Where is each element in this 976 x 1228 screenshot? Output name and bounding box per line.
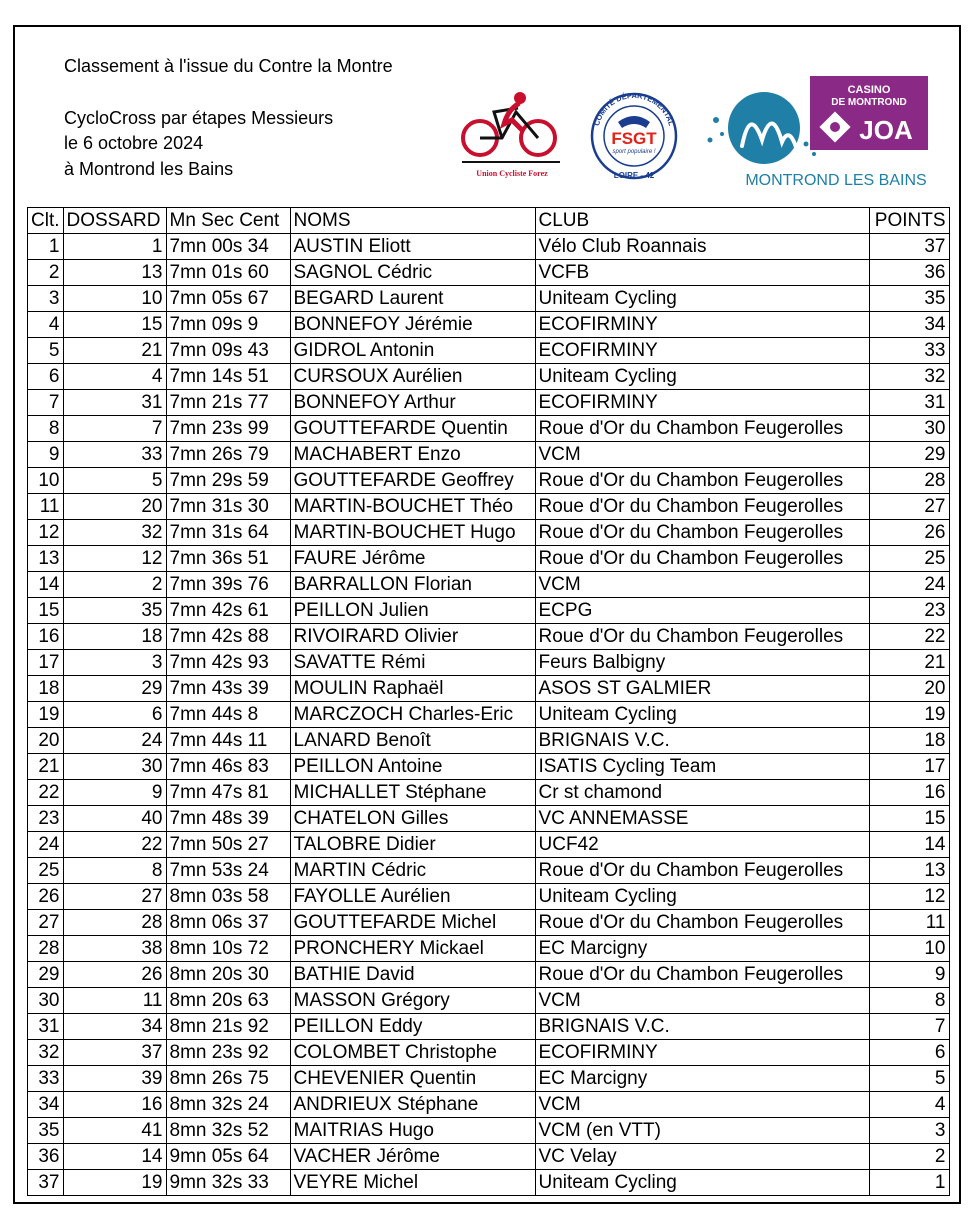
cell-points: 14 (869, 832, 949, 858)
cell-clt: 18 (28, 676, 64, 702)
cell-points: 3 (869, 1118, 949, 1144)
cell-dossard: 18 (63, 624, 166, 650)
cell-dossard: 41 (63, 1118, 166, 1144)
cell-time: 7mn 46s 83 (166, 754, 290, 780)
cell-time: 8mn 21s 92 (166, 1014, 290, 1040)
cell-dossard: 5 (63, 468, 166, 494)
cell-club: Roue d'Or du Chambon Feugerolles (535, 468, 869, 494)
casino-joa-logo (810, 76, 928, 150)
cell-clt: 15 (28, 598, 64, 624)
table-row (28, 1170, 950, 1196)
cell-clt: 33 (28, 1066, 64, 1092)
cell-points: 36 (869, 260, 949, 286)
cell-points: 26 (869, 520, 949, 546)
cell-clt: 10 (28, 468, 64, 494)
cell-dossard: 24 (63, 728, 166, 754)
cell-clt: 22 (28, 780, 64, 806)
cell-dossard: 8 (63, 858, 166, 884)
cell-name: TALOBRE Didier (290, 832, 535, 858)
cell-clt: 12 (28, 520, 64, 546)
cell-clt: 19 (28, 702, 64, 728)
col-header-noms: NOMS (290, 208, 535, 234)
cell-club: Vélo Club Roannais (535, 234, 869, 260)
cell-time: 8mn 20s 63 (166, 988, 290, 1014)
cell-name: AUSTIN Eliott (290, 234, 535, 260)
cell-club: VCM (535, 988, 869, 1014)
cell-time: 8mn 23s 92 (166, 1040, 290, 1066)
cell-points: 12 (869, 884, 949, 910)
cell-points: 23 (869, 598, 949, 624)
results-table (27, 207, 950, 1196)
cell-club: Uniteam Cycling (535, 702, 869, 728)
cell-name: MASSON Grégory (290, 988, 535, 1014)
cell-club: EC Marcigny (535, 1066, 869, 1092)
cell-clt: 24 (28, 832, 64, 858)
cell-clt: 5 (28, 338, 64, 364)
cell-points: 11 (869, 910, 949, 936)
table-row (28, 832, 950, 858)
cell-time: 7mn 36s 51 (166, 546, 290, 572)
table-row (28, 754, 950, 780)
cell-time: 8mn 10s 72 (166, 936, 290, 962)
cell-name: LANARD Benoît (290, 728, 535, 754)
cell-clt: 21 (28, 754, 64, 780)
cell-dossard: 4 (63, 364, 166, 390)
cell-dossard: 38 (63, 936, 166, 962)
table-row (28, 1118, 950, 1144)
event-date: le 6 octobre 2024 (64, 133, 204, 153)
cell-name: RIVOIRARD Olivier (290, 624, 535, 650)
cell-points: 15 (869, 806, 949, 832)
cell-name: SAVATTE Rémi (290, 650, 535, 676)
cell-points: 35 (869, 286, 949, 312)
table-row (28, 728, 950, 754)
cell-club: BRIGNAIS V.C. (535, 728, 869, 754)
table-row (28, 572, 950, 598)
cell-name: BEGARD Laurent (290, 286, 535, 312)
casino-line2: DE MONTROND (831, 97, 907, 108)
cell-clt: 20 (28, 728, 64, 754)
table-row (28, 598, 950, 624)
cell-dossard: 21 (63, 338, 166, 364)
cell-club: Uniteam Cycling (535, 286, 869, 312)
cell-name: COLOMBET Christophe (290, 1040, 535, 1066)
cell-club: Uniteam Cycling (535, 884, 869, 910)
cell-name: CURSOUX Aurélien (290, 364, 535, 390)
cell-club: VCM (535, 442, 869, 468)
cell-dossard: 40 (63, 806, 166, 832)
cell-club: Uniteam Cycling (535, 364, 869, 390)
cell-time: 7mn 29s 59 (166, 468, 290, 494)
table-row (28, 1092, 950, 1118)
cell-clt: 8 (28, 416, 64, 442)
cell-dossard: 14 (63, 1144, 166, 1170)
cell-clt: 9 (28, 442, 64, 468)
cell-club: Uniteam Cycling (535, 1170, 869, 1196)
cell-points: 31 (869, 390, 949, 416)
cell-club: ECPG (535, 598, 869, 624)
cell-time: 8mn 06s 37 (166, 910, 290, 936)
cell-name: PEILLON Eddy (290, 1014, 535, 1040)
cell-club: BRIGNAIS V.C. (535, 1014, 869, 1040)
cell-time: 7mn 23s 99 (166, 416, 290, 442)
table-row (28, 364, 950, 390)
cell-dossard: 33 (63, 442, 166, 468)
cell-points: 30 (869, 416, 949, 442)
cell-club: ECOFIRMINY (535, 390, 869, 416)
cell-club: Roue d'Or du Chambon Feugerolles (535, 858, 869, 884)
cell-clt: 16 (28, 624, 64, 650)
cell-club: Roue d'Or du Chambon Feugerolles (535, 624, 869, 650)
cell-points: 18 (869, 728, 949, 754)
col-header-clt: Clt. (28, 208, 64, 234)
table-row (28, 442, 950, 468)
cell-clt: 30 (28, 988, 64, 1014)
table-row (28, 910, 950, 936)
cell-name: MAITRIAS Hugo (290, 1118, 535, 1144)
cell-club: ISATIS Cycling Team (535, 754, 869, 780)
cell-name: MACHABERT Enzo (290, 442, 535, 468)
table-row (28, 858, 950, 884)
table-row (28, 650, 950, 676)
table-row (28, 520, 950, 546)
cell-clt: 17 (28, 650, 64, 676)
results-title: Classement à l'issue du Contre la Montre (64, 56, 393, 76)
cell-time: 7mn 42s 61 (166, 598, 290, 624)
table-row (28, 936, 950, 962)
cell-dossard: 20 (63, 494, 166, 520)
cell-dossard: 32 (63, 520, 166, 546)
table-row (28, 702, 950, 728)
cell-time: 7mn 39s 76 (166, 572, 290, 598)
cell-dossard: 6 (63, 702, 166, 728)
cell-clt: 1 (28, 234, 64, 260)
cell-name: FAURE Jérôme (290, 546, 535, 572)
cell-clt: 32 (28, 1040, 64, 1066)
cell-dossard: 15 (63, 312, 166, 338)
cell-clt: 36 (28, 1144, 64, 1170)
cell-name: ANDRIEUX Stéphane (290, 1092, 535, 1118)
table-header-row (28, 208, 950, 234)
fsgt-arc-top: COMITÉ DÉPARTEMENTAL (592, 90, 676, 127)
table-row (28, 1066, 950, 1092)
col-header-club: CLUB (535, 208, 869, 234)
cell-dossard: 28 (63, 910, 166, 936)
cell-dossard: 19 (63, 1170, 166, 1196)
cell-points: 4 (869, 1092, 949, 1118)
cell-clt: 31 (28, 1014, 64, 1040)
cell-club: VCFB (535, 260, 869, 286)
col-header-dossard: DOSSARD (63, 208, 166, 234)
fsgt-tagline: sport populaire ! (612, 149, 656, 155)
cell-club: ASOS ST GALMIER (535, 676, 869, 702)
cell-dossard: 1 (63, 234, 166, 260)
cell-name: FAYOLLE Aurélien (290, 884, 535, 910)
cell-name: BONNEFOY Jérémie (290, 312, 535, 338)
cell-time: 7mn 48s 39 (166, 806, 290, 832)
cell-name: BARRALLON Florian (290, 572, 535, 598)
table-row (28, 312, 950, 338)
fsgt-logo (588, 84, 680, 184)
table-row (28, 962, 950, 988)
cell-club: Roue d'Or du Chambon Feugerolles (535, 910, 869, 936)
cell-dossard: 39 (63, 1066, 166, 1092)
cell-name: VEYRE Michel (290, 1170, 535, 1196)
cell-dossard: 12 (63, 546, 166, 572)
fsgt-arc-bottom: LOIRE - 42 (613, 171, 655, 180)
cell-club: VC Velay (535, 1144, 869, 1170)
cell-name: GOUTTEFARDE Michel (290, 910, 535, 936)
cell-club: VCM (en VTT) (535, 1118, 869, 1144)
cell-clt: 26 (28, 884, 64, 910)
table-row (28, 1014, 950, 1040)
cell-dossard: 30 (63, 754, 166, 780)
cell-club: Roue d'Or du Chambon Feugerolles (535, 962, 869, 988)
cell-time: 7mn 26s 79 (166, 442, 290, 468)
cell-time: 8mn 32s 24 (166, 1092, 290, 1118)
cell-dossard: 16 (63, 1092, 166, 1118)
cell-points: 17 (869, 754, 949, 780)
col-header-points: POINTS (869, 208, 949, 234)
event-name: CycloCross par étapes Messieurs (64, 108, 334, 128)
table-row (28, 806, 950, 832)
cell-points: 33 (869, 338, 949, 364)
cell-club: ECOFIRMINY (535, 1040, 869, 1066)
cell-club: VCM (535, 572, 869, 598)
cell-name: BATHIE David (290, 962, 535, 988)
cell-time: 8mn 26s 75 (166, 1066, 290, 1092)
cell-points: 13 (869, 858, 949, 884)
ucf-logo (460, 90, 564, 182)
cell-points: 28 (869, 468, 949, 494)
table-row (28, 1144, 950, 1170)
cell-time: 7mn 31s 64 (166, 520, 290, 546)
cell-points: 16 (869, 780, 949, 806)
cell-time: 7mn 01s 60 (166, 260, 290, 286)
cell-clt: 27 (28, 910, 64, 936)
cell-clt: 29 (28, 962, 64, 988)
cell-name: MARTIN-BOUCHET Hugo (290, 520, 535, 546)
table-row (28, 390, 950, 416)
cell-time: 9mn 05s 64 (166, 1144, 290, 1170)
cell-name: PRONCHERY Mickael (290, 936, 535, 962)
cell-dossard: 2 (63, 572, 166, 598)
cell-club: UCF42 (535, 832, 869, 858)
cell-dossard: 34 (63, 1014, 166, 1040)
cell-dossard: 10 (63, 286, 166, 312)
table-row (28, 780, 950, 806)
cell-name: CHEVENIER Quentin (290, 1066, 535, 1092)
cell-points: 19 (869, 702, 949, 728)
cell-points: 10 (869, 936, 949, 962)
cell-clt: 14 (28, 572, 64, 598)
cell-points: 2 (869, 1144, 949, 1170)
cell-clt: 11 (28, 494, 64, 520)
cell-time: 7mn 43s 39 (166, 676, 290, 702)
cell-club: Roue d'Or du Chambon Feugerolles (535, 416, 869, 442)
cell-time: 7mn 50s 27 (166, 832, 290, 858)
cell-club: Roue d'Or du Chambon Feugerolles (535, 494, 869, 520)
cell-clt: 35 (28, 1118, 64, 1144)
casino-brand: JOA (859, 115, 913, 145)
cell-clt: 34 (28, 1092, 64, 1118)
table-row (28, 624, 950, 650)
cell-dossard: 11 (63, 988, 166, 1014)
table-row (28, 988, 950, 1014)
cell-time: 7mn 00s 34 (166, 234, 290, 260)
cell-name: GOUTTEFARDE Quentin (290, 416, 535, 442)
cell-clt: 28 (28, 936, 64, 962)
fsgt-badge: FSGT (611, 129, 657, 148)
cell-dossard: 9 (63, 780, 166, 806)
cell-name: GIDROL Antonin (290, 338, 535, 364)
cell-club: Cr st chamond (535, 780, 869, 806)
cell-name: CHATELON Gilles (290, 806, 535, 832)
cell-time: 8mn 03s 58 (166, 884, 290, 910)
cell-club: EC Marcigny (535, 936, 869, 962)
ucf-logo-text: Union Cycliste Forez (476, 169, 548, 178)
cell-points: 5 (869, 1066, 949, 1092)
table-row (28, 286, 950, 312)
cell-time: 8mn 32s 52 (166, 1118, 290, 1144)
cell-clt: 3 (28, 286, 64, 312)
table-row (28, 338, 950, 364)
table-row (28, 884, 950, 910)
cell-points: 8 (869, 988, 949, 1014)
cell-clt: 6 (28, 364, 64, 390)
col-header-time: Mn Sec Cent (166, 208, 290, 234)
cell-name: MICHALLET Stéphane (290, 780, 535, 806)
cell-name: SAGNOL Cédric (290, 260, 535, 286)
table-row (28, 546, 950, 572)
cell-time: 7mn 14s 51 (166, 364, 290, 390)
cell-points: 20 (869, 676, 949, 702)
cell-club: VCM (535, 1092, 869, 1118)
cell-points: 9 (869, 962, 949, 988)
cell-points: 25 (869, 546, 949, 572)
casino-line1: CASINO (847, 84, 891, 96)
cell-time: 7mn 47s 81 (166, 780, 290, 806)
cell-name: MOULIN Raphaël (290, 676, 535, 702)
cell-dossard: 35 (63, 598, 166, 624)
cell-points: 6 (869, 1040, 949, 1066)
cell-club: Roue d'Or du Chambon Feugerolles (535, 520, 869, 546)
table-row (28, 1040, 950, 1066)
cell-club: VC ANNEMASSE (535, 806, 869, 832)
cell-clt: 13 (28, 546, 64, 572)
cell-time: 9mn 32s 33 (166, 1170, 290, 1196)
cell-points: 32 (869, 364, 949, 390)
cell-points: 34 (869, 312, 949, 338)
cell-points: 24 (869, 572, 949, 598)
cell-name: BONNEFOY Arthur (290, 390, 535, 416)
cell-time: 7mn 09s 43 (166, 338, 290, 364)
cell-clt: 25 (28, 858, 64, 884)
cell-time: 7mn 21s 77 (166, 390, 290, 416)
cell-club: ECOFIRMINY (535, 338, 869, 364)
cell-name: MARTIN-BOUCHET Théo (290, 494, 535, 520)
cell-clt: 4 (28, 312, 64, 338)
event-location: à Montrond les Bains (64, 159, 234, 179)
cell-name: MARCZOCH Charles-Eric (290, 702, 535, 728)
cell-points: 1 (869, 1170, 949, 1196)
cell-points: 21 (869, 650, 949, 676)
cell-clt: 2 (28, 260, 64, 286)
table-row (28, 468, 950, 494)
cell-dossard: 3 (63, 650, 166, 676)
cell-time: 7mn 42s 88 (166, 624, 290, 650)
cell-clt: 7 (28, 390, 64, 416)
cell-dossard: 27 (63, 884, 166, 910)
cell-time: 7mn 44s 11 (166, 728, 290, 754)
cell-points: 27 (869, 494, 949, 520)
cell-time: 8mn 20s 30 (166, 962, 290, 988)
table-row (28, 676, 950, 702)
cell-points: 37 (869, 234, 949, 260)
cell-time: 7mn 09s 9 (166, 312, 290, 338)
cell-dossard: 26 (63, 962, 166, 988)
cell-points: 7 (869, 1014, 949, 1040)
cell-name: VACHER Jérôme (290, 1144, 535, 1170)
cell-name: GOUTTEFARDE Geoffrey (290, 468, 535, 494)
cell-name: PEILLON Julien (290, 598, 535, 624)
cell-points: 29 (869, 442, 949, 468)
cell-dossard: 31 (63, 390, 166, 416)
cell-club: Roue d'Or du Chambon Feugerolles (535, 546, 869, 572)
cell-dossard: 7 (63, 416, 166, 442)
table-row (28, 234, 950, 260)
cell-name: PEILLON Antoine (290, 754, 535, 780)
cell-dossard: 29 (63, 676, 166, 702)
cell-time: 7mn 44s 8 (166, 702, 290, 728)
montrond-logo-text: MONTROND LES BAINS (745, 172, 927, 189)
cell-time: 7mn 05s 67 (166, 286, 290, 312)
cell-clt: 37 (28, 1170, 64, 1196)
cell-time: 7mn 53s 24 (166, 858, 290, 884)
table-row (28, 416, 950, 442)
cell-time: 7mn 31s 30 (166, 494, 290, 520)
cell-dossard: 13 (63, 260, 166, 286)
table-row (28, 260, 950, 286)
table-row (28, 494, 950, 520)
cell-dossard: 37 (63, 1040, 166, 1066)
cell-club: Feurs Balbigny (535, 650, 869, 676)
cell-points: 22 (869, 624, 949, 650)
cell-name: MARTIN Cédric (290, 858, 535, 884)
cell-club: ECOFIRMINY (535, 312, 869, 338)
cell-time: 7mn 42s 93 (166, 650, 290, 676)
cell-dossard: 22 (63, 832, 166, 858)
cell-clt: 23 (28, 806, 64, 832)
